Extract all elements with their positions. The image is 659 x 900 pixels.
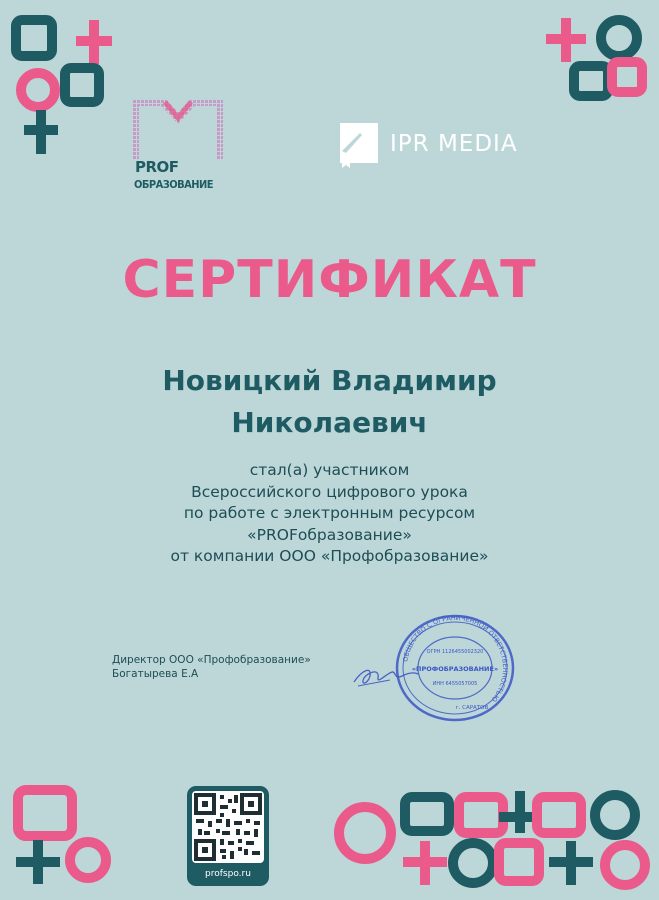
qr-code[interactable] bbox=[192, 791, 264, 863]
ipr-media-logo-text: IPR MEDIA bbox=[390, 131, 518, 157]
decoration-bottom-right bbox=[333, 785, 659, 900]
certificate-title: СЕРТИФИКАТ bbox=[122, 250, 537, 310]
stamp-ogrn: ОГРН 1126455002320 bbox=[426, 649, 484, 655]
stamp-inn: ИНН 6455057005 bbox=[432, 681, 478, 687]
body-line: Всероссийского цифрового урока bbox=[191, 482, 468, 501]
recipient-name-line2: Николаевич bbox=[231, 406, 428, 439]
stamp-city: г. САРАТОВ bbox=[455, 705, 489, 711]
decoration-top-left bbox=[10, 14, 120, 164]
stamp-outer-text: ОБЩЕСТВО С ОГРАНИЧЕННОЙ ОТВЕТСТВЕННОСТЬЮ bbox=[401, 613, 510, 704]
recipient-name bbox=[0, 360, 659, 444]
decoration-bottom-left bbox=[10, 782, 120, 892]
body-line: стал(а) участником bbox=[249, 461, 410, 479]
body-line: от компании ООО «Профобразование» bbox=[170, 547, 489, 565]
prof-logo-subtext: ОБРАЗОВАНИЕ bbox=[134, 178, 213, 191]
body-line: по работе с электронным ресурсом bbox=[183, 504, 476, 522]
certificate-body bbox=[0, 460, 659, 568]
qr-caption[interactable]: profspo.ru bbox=[205, 869, 251, 879]
decoration-top-right bbox=[544, 12, 649, 107]
prof-logo-text: PROF bbox=[135, 158, 179, 176]
recipient-name-line1: Новицкий Владимир bbox=[162, 364, 497, 397]
ipr-media-logo-icon bbox=[340, 123, 380, 169]
stamp-center-text: «ПРОФОБРАЗОВАНИЕ» bbox=[411, 665, 499, 673]
official-stamp bbox=[392, 613, 518, 723]
signatory-block bbox=[112, 653, 311, 681]
body-line: «PROFобразование» bbox=[247, 525, 412, 544]
signatory-title: Директор ООО «Профобразование» bbox=[112, 654, 311, 666]
signatory-name: Богатырева Е.А bbox=[112, 668, 199, 680]
